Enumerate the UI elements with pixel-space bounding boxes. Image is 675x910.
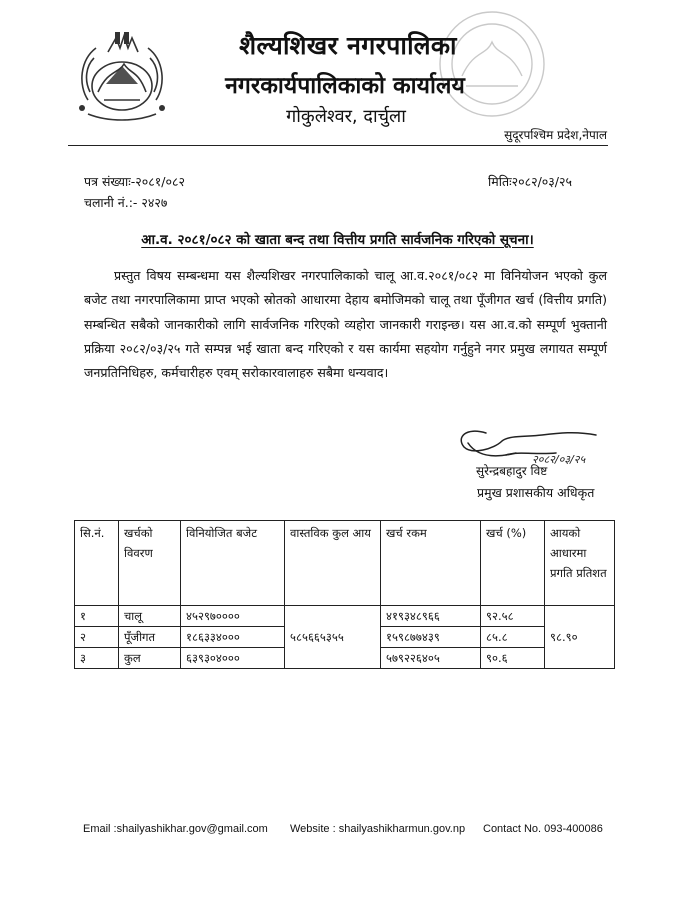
office-address: गोकुलेश्वर, दार्चुला [286,106,406,127]
cell-description: पूँजीगत [119,627,181,648]
cell-sn: १ [75,606,119,627]
province-label: सुदूरपश्चिम प्रदेश,नेपाल [504,128,607,142]
cell-description: कुल [119,648,181,669]
cell-total-income: ५८५६६५३५५ [285,606,381,669]
cell-budget: ६३९३०४००० [181,648,285,669]
table-header-row [75,521,615,606]
cell-budget: १८६३३४००० [181,627,285,648]
header-progress-percent: आयको आधारमा प्रगति प्रतिशत [545,521,615,606]
header-divider [68,145,608,146]
letter-date: मितिः२०८२/०३/२५ [488,174,573,189]
notice-body: प्रस्तुत विषय सम्बन्धमा यस शैल्यशिखर नगरपालिकाको चालू आ.व.२०८१/०८२ मा विनियोजन भएको कुल बजेट तथा नगरपालिकामा प्राप्त भएको स्रोतको आधारमा देहाय बमोजिमको चालू तथा पूँजीगत खर्च (वित्तीय प्रगति) सम्बन्धित सबैको जानकारीको लागि सार्वजनिक गरिएको व्यहोरा जानकारी गराइन्छ। यस आ.व.को सम्पूर्ण भुक्तानी प्रक्रिया २०८२/०३/२५ गते सम्पन्न भई खाता बन्द गरिएको र यस कार्यमा सहयोग गर्नुहुने नगर प्रमुख लगायत सम्पूर्ण जनप्रतिनिधिहरु, कर्मचारीहरु एवम् सरोकारवालाहरु सबैमा धन्यवाद। [84,268,607,381]
nepal-emblem-icon [68,30,176,130]
cell-expense: १५९८७७४३९ [381,627,481,648]
municipal-seal-watermark [432,4,552,124]
notice-subject-text: आ.व. २०८१/०८२ को खाता बन्द तथा वित्तीय प्रगति सार्वजनिक गरिएको सूचना। [141,232,534,248]
signatory-role: प्रमुख प्रशासकीय अधिकृत [477,485,595,500]
dispatch-number: चलानी नं.:- २४२७ [84,195,168,210]
notice-subject [66,230,609,248]
footer-email: Email :shailyashikhar.gov@gmail.com [83,823,268,835]
signature-date: २०८२/०३/२५ [532,453,586,466]
cell-sn: ३ [75,648,119,669]
header-expense: खर्च रकम [381,521,481,606]
office-name: नगरकार्यपालिकाको कार्यालय [225,73,465,99]
footer-contact: Contact No. 093-400086 [483,823,603,835]
cell-expense-percent: ८५.८ [481,627,545,648]
footer-website: Website : shailyashikharmun.gov.np [290,823,466,835]
signatory-name: सुरेन्द्रबहादुर विष्ट [476,464,548,478]
municipality-name: शैल्यशिखर नगरपालिका [239,31,457,60]
cell-budget: ४५२९७०००० [181,606,285,627]
financial-progress-table [74,520,615,669]
cell-expense: ५७९२२६४०५ [381,648,481,669]
header-description: खर्चको विवरण [119,521,181,606]
cell-expense-percent: ९२.५८ [481,606,545,627]
header-expense-percent: खर्च (%) [481,521,545,606]
header-budget: विनियोजित बजेट [181,521,285,606]
header-sn: सि.नं. [75,521,119,606]
table-row [75,606,615,627]
cell-expense-percent: ९०.६ [481,648,545,669]
cell-description: चालू [119,606,181,627]
cell-progress-percent: ९८.९० [545,606,615,669]
cell-expense: ४१९३४८९६६ [381,606,481,627]
reference-number: पत्र संख्याः-२०८१/०८२ [84,174,185,189]
header-total-income: वास्तविक कुल आय [285,521,381,606]
cell-sn: २ [75,627,119,648]
